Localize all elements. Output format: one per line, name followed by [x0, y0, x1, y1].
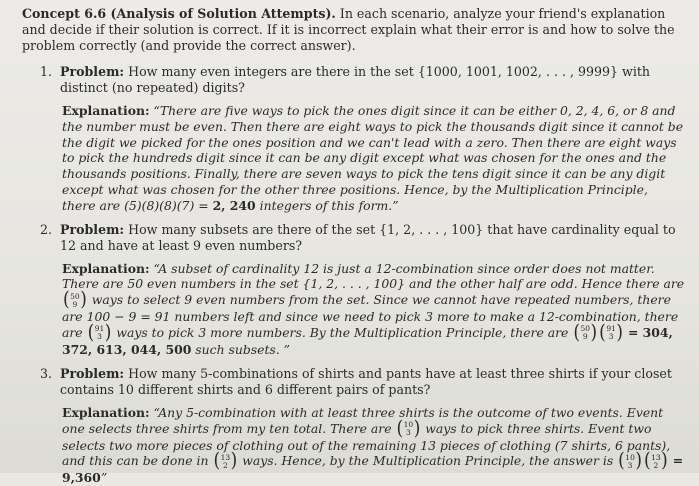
problem-number: 2. — [40, 221, 53, 237]
explanation-text: ways to pick three shirts. Event two selects two more pieces of clothing out of the remaining 13 pieces of clothing (7 shirts, 6 pants), and this can be done in — [62, 420, 671, 469]
binomial-coefficient: ( 13 2 ) — [643, 449, 668, 473]
binomial-coefficient: ( 91 3 ) — [87, 321, 112, 345]
binom-top: 10 — [403, 420, 414, 430]
explanation-label: Explanation: — [62, 103, 150, 118]
problem-item-2 — [22, 222, 685, 358]
binom-top: 10 — [625, 452, 635, 462]
concept-intro — [22, 6, 685, 54]
binom-top: 91 — [606, 324, 616, 334]
problem-label: Problem: — [60, 221, 125, 237]
binomial-coefficient: ( 50 9 ) — [63, 288, 87, 312]
explanation-text: ways to select 9 even numbers from the set. Since we cannot have repeated numbers, there are 100 − 9 = 91 numbers left and since we need to pick 3 more to make a 12-combination, there are — [62, 292, 679, 340]
problem-number: 1. — [40, 64, 53, 79]
problem-label: Problem: — [60, 365, 125, 381]
binom-top: 13 — [651, 452, 661, 462]
binomial-coefficient: ( 50 9 ) — [573, 321, 598, 345]
problem-statement — [60, 366, 685, 398]
explanation-text-end: such subsets. ” — [195, 341, 291, 357]
binom-top: 13 — [220, 452, 231, 462]
explanation-label: Explanation: — [62, 260, 150, 276]
problem-text: How many 5-combinations of shirts and pants have at least three shirts if your closet contains 10 different shirts and 6 different pairs of pants? — [60, 365, 672, 397]
binom-bottom: 3 — [627, 460, 633, 470]
problem-number: 3. — [40, 365, 53, 381]
explanation-answer: = 304, 372, 613, 044, 500 — [62, 324, 673, 357]
explanation — [62, 261, 685, 358]
binom-bottom: 2 — [222, 460, 228, 470]
explanation — [62, 405, 685, 486]
explanation — [62, 103, 685, 214]
binomial-coefficient: ( 91 3 ) — [599, 321, 623, 345]
problem-list — [22, 64, 685, 486]
binom-bottom: 9 — [582, 332, 588, 342]
binom-bottom: 3 — [97, 332, 102, 342]
binom-bottom: 9 — [72, 299, 78, 309]
problem-statement — [60, 222, 685, 254]
explanation-text: ways. Hence, by the Multiplication Principle, the answer is — [242, 453, 614, 469]
problem-statement — [60, 64, 685, 96]
binomial-coefficient: ( 10 3 ) — [396, 416, 421, 440]
binom-bottom: 3 — [406, 428, 411, 438]
concept-title: Concept 6.6 (Analysis of Solution Attempts). — [22, 6, 336, 21]
binom-bottom: 3 — [608, 332, 614, 342]
problem-text: How many even integers are there in the set {1000, 1001, 1002, . . . , 9999} with distinct (no repeated) digits? — [60, 64, 651, 95]
problem-label: Problem: — [60, 64, 125, 79]
explanation-text-end: ” — [100, 470, 108, 486]
concept-instructions: In each scenario, analyze your friend's explanation and decide if their solution is correct. If it is incorrect explain what their error is and how to solve the problem correctly (and provide the correct answer). — [22, 6, 675, 53]
binom-top: 50 — [580, 324, 591, 334]
explanation-text: ways to pick 3 more numbers. By the Multiplication Principle, there are — [116, 324, 569, 340]
binom-bottom: 2 — [653, 460, 659, 470]
problem-text: How many subsets are there of the set {1, 2, . . . , 100} that have cardinality equal to 12 and have at least 9 even numbers? — [60, 221, 676, 253]
problem-item-1 — [22, 64, 685, 214]
explanation-answer: = 9,360 — [62, 453, 684, 486]
binom-top: 50 — [70, 291, 80, 301]
binom-top: 91 — [94, 324, 105, 334]
binomial-coefficient: ( 13 2 ) — [213, 449, 238, 473]
explanation-text: “There are five ways to pick the ones digit since it can be either 0, 2, 4, 6, or 8 and the number must be even. Then there are eight ways to pick the thousands digit since it cannot be the digit we picked for the ones position and we can't lead with a zero. Then there are eight ways to pick the hundreds digit since it can be any digit except what was chosen for the ones and the thousands positions. Finally, there are seven ways to pick the tens digit since it can be any digit except what was chosen for the other three positions. Hence, by the Multiplication Principle, there are (5)(8)(8)(7) = — [62, 103, 684, 213]
explanation-text: “A subset of cardinality 12 is just a 12-combination since order does not matter. There are 50 even numbers in the set {1, 2, . . . , 100} and the other half are odd. Hence there are — [62, 260, 685, 292]
explanation-text: “Any 5-combination with at least three shirts is the outcome of two events. Event one selects three shirts from my ten total. There are — [62, 404, 664, 436]
explanation-text-end: integers of this form.” — [259, 197, 399, 213]
problem-item-3 — [22, 366, 685, 486]
explanation-answer: 2, 240 — [212, 197, 256, 213]
binomial-coefficient: ( 10 3 ) — [618, 449, 642, 473]
explanation-label: Explanation: — [62, 404, 150, 420]
